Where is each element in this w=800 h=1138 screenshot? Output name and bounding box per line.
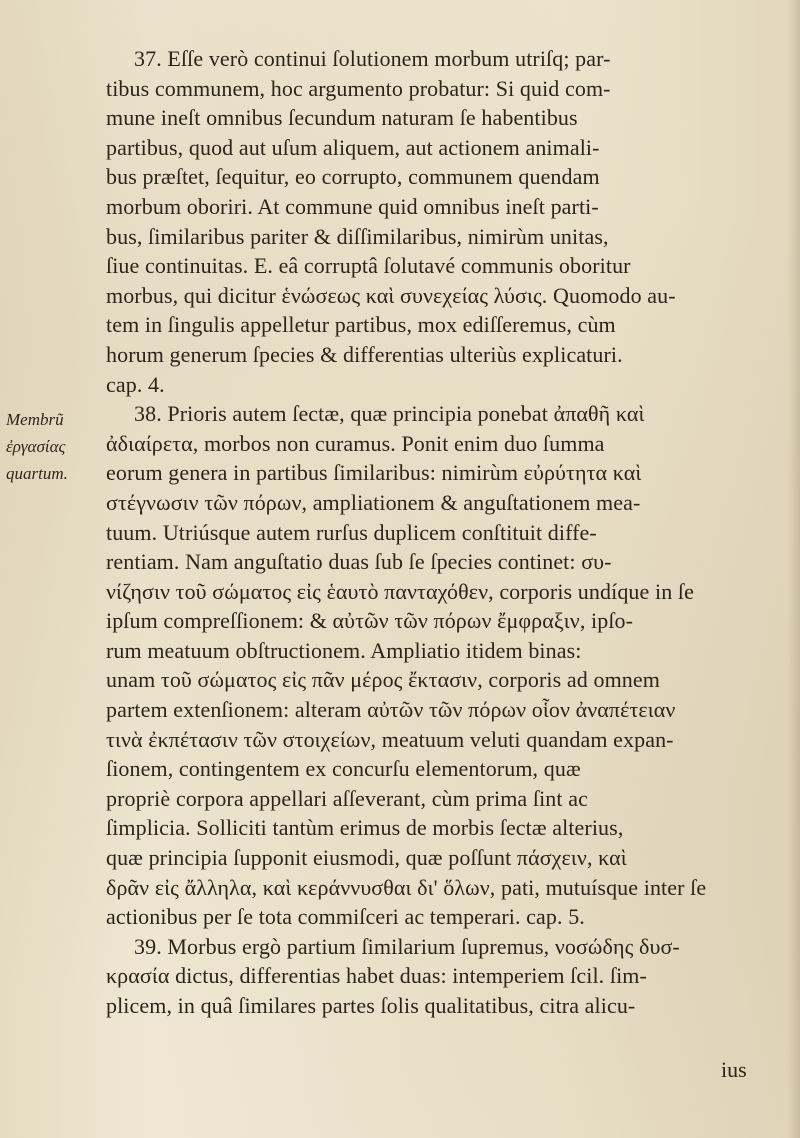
text-line: plicem, in quâ ſimilares partes ſolis qualitatibus, citra alicu-: [106, 993, 636, 1018]
main-text-block: [106, 44, 766, 1021]
page-edge-shadow: [788, 0, 800, 1138]
text-line: quæ principia ſupponit eiusmodi, quæ poſſunt πάσχειν, καὶ: [106, 845, 627, 871]
text-line: unam τοῦ σώματος εἰς πᾶν μέρος ἔκτασιν, corporis ad omnem: [106, 667, 660, 693]
text-line: bus, ſimilaribus pariter & diſſimilaribus, nimirùm unitas,: [106, 223, 609, 249]
catchword: ius: [721, 1057, 747, 1082]
text-line: rum meatuum obſtructionem. Ampliatio itidem binas:: [106, 637, 582, 663]
text-line: partem extenſionem: alteram αὐτῶν τῶν πόρων οἷον ἀναπέτειαν: [106, 697, 676, 723]
text-line: tuum. Utriúsque autem rurſus duplicem conſtituit diffe-: [106, 519, 597, 545]
text-line: ſimplicia. Solliciti tantùm erimus de morbis ſectæ alterius,: [106, 815, 624, 841]
text-line: 37. Eſſe verò continui ſolutionem morbum utriſq; par-: [134, 46, 611, 71]
text-line: τινὰ ἐκπέτασιν τῶν στοιχείων, meatuum veluti quandam expan-: [106, 726, 674, 752]
text-line: στέγνωσιν τῶν πόρων, ampliationem & anguſtationem mea-: [106, 489, 641, 515]
margin-note: [6, 406, 96, 487]
text-line: ἀδιαίρετα, morbos non curamus. Ponit enim duo ſumma: [106, 430, 605, 456]
text-line: tem in ſingulis appelletur partibus, mox ediſſeremus, cùm: [106, 312, 616, 338]
margin-note-line: quartum.: [6, 464, 68, 483]
text-line: mune ineſt omnibus ſecundum naturam ſe habentibus: [106, 105, 578, 131]
text-line: ipſum compreſſionem: & αὐτῶν τῶν πόρων ἔμφραξιν, ipſo-: [106, 608, 634, 634]
text-line: partibus, quod aut uſum aliquem, aut actionem animali-: [106, 134, 600, 160]
text-line: tibus communem, hoc argumento probatur: Si quid com-: [106, 75, 611, 101]
text-line: morbus, qui dicitur ἑνώσεως καὶ συνεχείας λύσις. Quomodo au-: [106, 282, 676, 308]
text-line: bus præſtet, ſequitur, eo corrupto, communem quendam: [106, 164, 600, 190]
margin-note-line: Membrũ: [6, 410, 64, 429]
text-line: 38. Prioris autem ſectæ, quæ principia ponebat ἀπαθῆ καὶ: [134, 401, 645, 427]
text-line: νίζησιν τοῦ σώματος εἰς ἑαυτὸ πανταχόθεν, corporis undíque in ſe: [106, 578, 694, 604]
text-line: κρασία dictus, differentias habet duas: intemperiem ſcil. ſim-: [106, 963, 647, 989]
text-line: ſionem, contingentem ex concurſu elementorum, quæ: [106, 756, 581, 782]
text-line: morbum oboriri. At commune quid omnibus ineſt parti-: [106, 193, 599, 219]
text-line: horum generum ſpecies & differentias ulteriùs explicaturi.: [106, 341, 623, 367]
margin-note-line: ἐργασίας: [6, 437, 66, 456]
text-line: propriè corpora appellari aſſeverant, cùm prima ſint ac: [106, 785, 588, 811]
text-line: actionibus per ſe tota commiſceri ac temperari. cap. 5.: [106, 904, 585, 930]
text-line: 39. Morbus ergò partium ſimilarium ſupremus, νοσώδης δυσ-: [134, 933, 680, 959]
text-line: eorum genera in partibus ſimilaribus: nimirùm εὐρύτητα καὶ: [106, 460, 642, 486]
text-line: rentiam. Nam anguſtatio duas ſub ſe ſpecies continet: συ-: [106, 549, 612, 575]
text-line: ſiue continuitas. E. eâ corruptâ ſolutavé communis oboritur: [106, 253, 631, 279]
text-line: δρᾶν εἰς ἄλληλα, καὶ κεράννυσθαι δι' ὅλων, pati, mutuísque inter ſe: [106, 874, 707, 900]
text-line: cap. 4.: [106, 371, 165, 397]
